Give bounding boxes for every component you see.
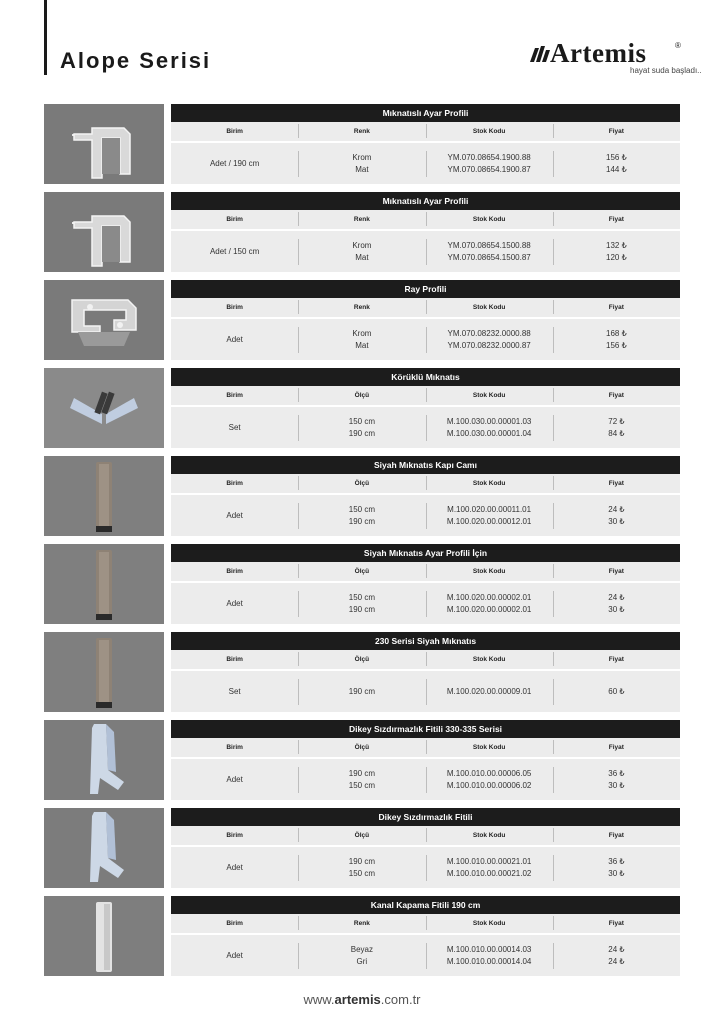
table-row — [171, 495, 680, 536]
footer-url-prefix: www. — [303, 992, 335, 1007]
price-value: 84 ₺ — [608, 428, 625, 438]
column-header: Ölçü — [298, 832, 425, 839]
price-cell — [553, 686, 680, 698]
price-value: 36 ₺ — [608, 856, 625, 866]
product-table — [171, 544, 680, 624]
price-value: 24 ₺ — [608, 944, 625, 954]
unit-cell: Adet — [226, 774, 243, 784]
column-header: Ölçü — [298, 744, 425, 751]
attribute-cell — [298, 240, 425, 264]
unit-cell: Set — [228, 422, 241, 432]
attribute-value: 150 cm — [348, 504, 375, 514]
column-header: Renk — [298, 128, 425, 135]
price-cell — [553, 856, 680, 880]
seal-strip-icon — [44, 720, 164, 800]
stock-code: YM.070.08654.1900.88 — [447, 152, 531, 162]
attribute-value: Krom — [352, 328, 372, 338]
table-header-row — [171, 122, 680, 141]
product-block — [44, 104, 680, 184]
stock-code: YM.070.08654.1500.87 — [447, 252, 531, 262]
attribute-value: Beyaz — [350, 944, 373, 954]
table-header-row — [171, 386, 680, 405]
profile-icon — [44, 104, 164, 184]
unit-cell: Adet / 190 cm — [209, 158, 260, 168]
table-row — [171, 935, 680, 976]
product-image — [44, 632, 164, 712]
column-header: Birim — [226, 744, 243, 751]
product-block — [44, 368, 680, 448]
column-header: Stok Kodu — [426, 920, 553, 927]
table-header-row — [171, 826, 680, 845]
stock-code: M.100.010.00.00014.03 — [446, 944, 532, 954]
column-header: Fiyat — [553, 568, 680, 575]
attribute-cell — [298, 592, 425, 616]
price-value: 144 ₺ — [606, 164, 627, 174]
attribute-value: Krom — [352, 240, 372, 250]
price-value: 120 ₺ — [606, 252, 627, 262]
footer-website[interactable] — [0, 992, 724, 1007]
product-title: 230 Serisi Siyah Mıknatıs — [171, 632, 680, 650]
price-value: 156 ₺ — [606, 152, 627, 162]
product-block — [44, 896, 680, 976]
attribute-value: 190 cm — [348, 768, 375, 778]
price-value: 72 ₺ — [608, 416, 625, 426]
black-magnet-strip-icon — [44, 632, 164, 712]
attribute-value: 190 cm — [348, 686, 375, 696]
column-header: Fiyat — [553, 832, 680, 839]
product-title: Siyah Mıknatıs Kapı Camı — [171, 456, 680, 474]
column-header: Ölçü — [298, 656, 425, 663]
attribute-value: Mat — [355, 340, 369, 350]
stock-code: YM.070.08654.1900.87 — [447, 164, 531, 174]
stock-code-cell — [426, 328, 553, 352]
attribute-cell — [298, 856, 425, 880]
price-cell — [553, 944, 680, 968]
column-header: Stok Kodu — [426, 304, 553, 311]
price-value: 132 ₺ — [606, 240, 627, 250]
table-row — [171, 407, 680, 448]
column-header: Renk — [298, 920, 425, 927]
table-header-row — [171, 210, 680, 229]
attribute-cell — [298, 504, 425, 528]
product-table — [171, 104, 680, 184]
stock-code: YM.070.08232.0000.88 — [447, 328, 531, 338]
stock-code: M.100.020.00.00011.01 — [447, 504, 532, 514]
column-header: Stok Kodu — [426, 128, 553, 135]
logo-tagline: hayat suda başladı.. — [630, 66, 702, 75]
stock-code-cell — [426, 944, 553, 968]
header-accent-bar — [44, 0, 47, 75]
stock-code-cell — [426, 504, 553, 528]
attribute-value: 150 cm — [348, 868, 375, 878]
price-value: 24 ₺ — [608, 592, 625, 602]
stock-code: M.100.020.00.00002.01 — [446, 592, 532, 602]
price-value: 36 ₺ — [608, 768, 625, 778]
price-cell — [553, 592, 680, 616]
column-header: Fiyat — [553, 304, 680, 311]
table-row — [171, 319, 680, 360]
product-title: Körüklü Mıknatıs — [171, 368, 680, 386]
table-header-row — [171, 298, 680, 317]
product-block — [44, 720, 680, 800]
stock-code-cell — [426, 240, 553, 264]
brand-logo — [528, 38, 702, 78]
logo-name: Artemis — [550, 38, 647, 68]
attribute-value: Gri — [356, 956, 368, 966]
stock-code-cell — [426, 686, 553, 698]
logo-registered-mark: ® — [675, 41, 681, 50]
product-image — [44, 368, 164, 448]
stock-code: M.100.020.00.00009.01 — [446, 686, 532, 696]
rail-profile-icon — [44, 280, 164, 360]
column-header: Renk — [298, 216, 425, 223]
product-block — [44, 192, 680, 272]
column-header: Birim — [226, 128, 243, 135]
unit-cell: Set — [228, 686, 241, 696]
stock-code: YM.070.08654.1500.88 — [447, 240, 531, 250]
price-cell — [553, 416, 680, 440]
column-header: Birim — [226, 392, 243, 399]
unit-cell: Adet — [226, 510, 243, 520]
column-header: Stok Kodu — [426, 216, 553, 223]
column-header: Birim — [226, 920, 243, 927]
table-row — [171, 671, 680, 712]
channel-cover-strip-icon — [44, 896, 164, 976]
artemis-logo-icon — [528, 42, 550, 64]
black-magnet-strip-icon — [44, 456, 164, 536]
product-title: Dikey Sızdırmazlık Fitili — [171, 808, 680, 826]
column-header: Stok Kodu — [426, 832, 553, 839]
price-value: 168 ₺ — [606, 328, 627, 338]
table-header-row — [171, 738, 680, 757]
column-header: Fiyat — [553, 744, 680, 751]
footer-url-brand: artemis — [334, 992, 381, 1007]
stock-code: M.100.010.00.00021.02 — [446, 868, 532, 878]
price-cell — [553, 328, 680, 352]
unit-cell: Adet — [226, 862, 243, 872]
product-block — [44, 280, 680, 360]
product-title: Kanal Kapama Fitili 190 cm — [171, 896, 680, 914]
column-header: Birim — [226, 568, 243, 575]
product-image — [44, 808, 164, 888]
stock-code: M.100.010.00.00006.05 — [446, 768, 532, 778]
seal-strip-icon — [44, 808, 164, 888]
column-header: Stok Kodu — [426, 744, 553, 751]
column-header: Renk — [298, 304, 425, 311]
stock-code: YM.070.08232.0000.87 — [447, 340, 531, 350]
column-header: Fiyat — [553, 656, 680, 663]
product-title: Ray Profili — [171, 280, 680, 298]
table-row — [171, 143, 680, 184]
stock-code-cell — [426, 152, 553, 176]
product-title: Dikey Sızdırmazlık Fitili 330-335 Serisi — [171, 720, 680, 738]
column-header: Birim — [226, 304, 243, 311]
column-header: Birim — [226, 480, 243, 487]
stock-code: M.100.010.00.00006.02 — [446, 780, 532, 790]
table-row — [171, 583, 680, 624]
product-table — [171, 456, 680, 536]
stock-code-cell — [426, 416, 553, 440]
price-cell — [553, 504, 680, 528]
price-cell — [553, 240, 680, 264]
price-value: 24 ₺ — [608, 504, 625, 514]
unit-cell: Adet / 150 cm — [209, 246, 260, 256]
price-cell — [553, 152, 680, 176]
column-header: Ölçü — [298, 568, 425, 575]
unit-cell: Adet — [226, 334, 243, 344]
product-block — [44, 632, 680, 712]
product-image — [44, 456, 164, 536]
stock-code: M.100.010.00.00014.04 — [446, 956, 532, 966]
attribute-cell — [298, 416, 425, 440]
column-header: Stok Kodu — [426, 480, 553, 487]
column-header: Fiyat — [553, 128, 680, 135]
column-header: Birim — [226, 832, 243, 839]
product-image — [44, 544, 164, 624]
price-value: 30 ₺ — [608, 604, 625, 614]
product-table — [171, 720, 680, 800]
price-cell — [553, 768, 680, 792]
attribute-value: 150 cm — [348, 416, 375, 426]
stock-code-cell — [426, 768, 553, 792]
table-row — [171, 847, 680, 888]
column-header: Stok Kodu — [426, 656, 553, 663]
attribute-value: 190 cm — [348, 516, 375, 526]
product-image — [44, 280, 164, 360]
table-header-row — [171, 914, 680, 933]
price-value: 30 ₺ — [608, 516, 625, 526]
stock-code-cell — [426, 856, 553, 880]
product-table — [171, 192, 680, 272]
product-block — [44, 808, 680, 888]
product-image — [44, 192, 164, 272]
product-title: Mıknatıslı Ayar Profili — [171, 192, 680, 210]
column-header: Fiyat — [553, 920, 680, 927]
column-header: Fiyat — [553, 480, 680, 487]
column-header: Stok Kodu — [426, 568, 553, 575]
attribute-cell — [298, 686, 425, 698]
black-magnet-strip-icon — [44, 544, 164, 624]
product-table — [171, 808, 680, 888]
attribute-cell — [298, 152, 425, 176]
column-header: Birim — [226, 656, 243, 663]
stock-code: M.100.010.00.00021.01 — [446, 856, 532, 866]
bellows-magnet-icon — [44, 368, 164, 448]
attribute-value: Mat — [355, 164, 369, 174]
product-table — [171, 368, 680, 448]
price-value: 60 ₺ — [608, 686, 625, 696]
column-header: Stok Kodu — [426, 392, 553, 399]
column-header: Fiyat — [553, 216, 680, 223]
unit-cell: Adet — [226, 598, 243, 608]
product-image — [44, 896, 164, 976]
column-header: Fiyat — [553, 392, 680, 399]
price-value: 30 ₺ — [608, 780, 625, 790]
attribute-value: 150 cm — [348, 592, 375, 602]
price-value: 30 ₺ — [608, 868, 625, 878]
table-header-row — [171, 650, 680, 669]
column-header: Birim — [226, 216, 243, 223]
attribute-cell — [298, 328, 425, 352]
column-header: Ölçü — [298, 392, 425, 399]
product-block — [44, 456, 680, 536]
product-image — [44, 720, 164, 800]
attribute-cell — [298, 768, 425, 792]
attribute-value: 150 cm — [348, 780, 375, 790]
product-title: Siyah Mıknatıs Ayar Profili İçin — [171, 544, 680, 562]
attribute-value: 190 cm — [348, 428, 375, 438]
table-header-row — [171, 474, 680, 493]
table-row — [171, 231, 680, 272]
stock-code: M.100.030.00.00001.04 — [446, 428, 532, 438]
attribute-value: Krom — [352, 152, 372, 162]
product-title: Mıknatıslı Ayar Profili — [171, 104, 680, 122]
product-table — [171, 632, 680, 712]
product-block — [44, 544, 680, 624]
table-header-row — [171, 562, 680, 581]
page-title: Alope Serisi — [60, 48, 212, 73]
stock-code: M.100.020.00.00012.01 — [446, 516, 532, 526]
product-table — [171, 896, 680, 976]
price-value: 24 ₺ — [608, 956, 625, 966]
column-header: Ölçü — [298, 480, 425, 487]
product-image — [44, 104, 164, 184]
footer-url-suffix: .com.tr — [380, 992, 421, 1007]
price-value: 156 ₺ — [606, 340, 627, 350]
stock-code: M.100.030.00.00001.03 — [446, 416, 532, 426]
attribute-value: Mat — [355, 252, 369, 262]
stock-code: M.100.020.00.00002.01 — [446, 604, 532, 614]
product-table — [171, 280, 680, 360]
table-row — [171, 759, 680, 800]
attribute-value: 190 cm — [348, 604, 375, 614]
stock-code-cell — [426, 592, 553, 616]
unit-cell: Adet — [226, 950, 243, 960]
profile-icon — [44, 192, 164, 272]
attribute-value: 190 cm — [348, 856, 375, 866]
attribute-cell — [298, 944, 425, 968]
